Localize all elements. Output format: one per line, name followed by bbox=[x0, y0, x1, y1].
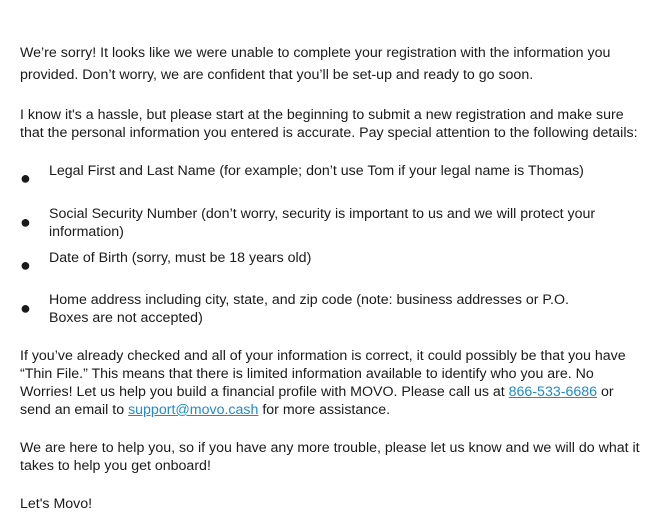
bullet-icon: ● bbox=[20, 255, 31, 275]
thin-file-text-after: for more assistance. bbox=[258, 402, 391, 418]
bullet-icon: ● bbox=[20, 168, 31, 188]
thin-file-paragraph bbox=[20, 347, 645, 419]
list-item-text: Home address including city, state, and zip code (note: business addresses or P.O. Boxes are not accepted) bbox=[49, 292, 569, 326]
list-item-text: Date of Birth (sorry, must be 18 years old) bbox=[49, 250, 312, 266]
bullet-icon: ● bbox=[20, 298, 31, 318]
email-link[interactable]: support@movo.cash bbox=[128, 402, 259, 418]
list-item-text: Legal First and Last Name (for example; don’t use Tom if your legal name is Thomas) bbox=[49, 163, 584, 179]
intro-paragraph: We’re sorry! It looks like we were unable to complete your registration with the information you provided. Don’t worry, we are confident that you’ll be set-up and ready to go soon. bbox=[20, 45, 611, 83]
thin-file-text: If you’ve already checked and all of your information is correct, it could possibly be that you have “Thin File.” This means that there is limited information available to identify who you are. No Worries! Let us help you build a financial profile with MOVO. Please call us at bbox=[20, 348, 626, 400]
help-paragraph: We are here to help you, so if you have any more trouble, please let us know and we will do what it takes to help you get onboard! bbox=[20, 440, 640, 474]
instructions-paragraph: I know it's a hassle, but please start at the beginning to submit a new registration and make sure that the personal information you entered is accurate. Pay special attention to the following details: bbox=[20, 107, 638, 141]
list-item-text: Social Security Number (don’t worry, security is important to us and we will protect your information) bbox=[49, 206, 596, 240]
bullet-icon: ● bbox=[20, 212, 31, 232]
phone-link[interactable]: 866-533-6686 bbox=[508, 384, 598, 400]
closing-line: Let's Movo! bbox=[20, 496, 93, 512]
thin-file-text-between: or send an email to bbox=[20, 384, 614, 418]
